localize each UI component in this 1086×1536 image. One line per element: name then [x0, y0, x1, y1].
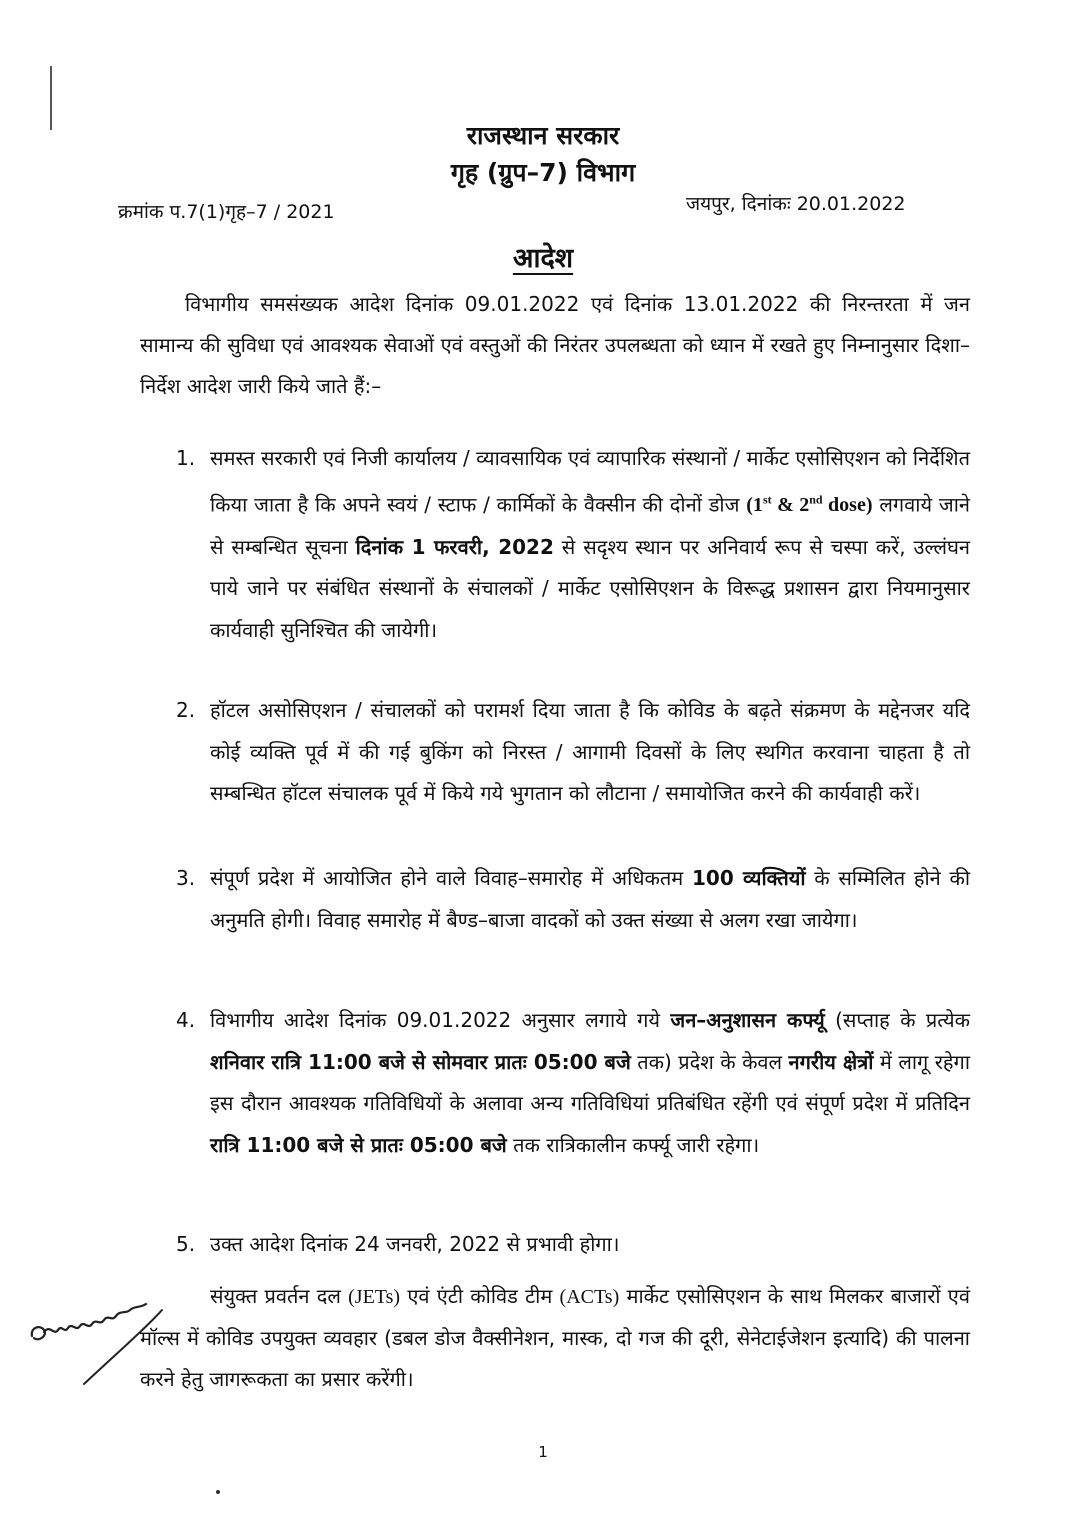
list-item	[178, 1000, 970, 1166]
header-government: राजस्थान सरकार	[466, 121, 620, 150]
place-date: जयपुर, दिनांकः 20.01.2022	[686, 193, 906, 215]
bold-count: 100 व्यक्तियों	[691, 866, 806, 890]
item-number: 1.	[176, 446, 196, 470]
jets-abbr: (JETs)	[348, 1286, 401, 1308]
list-item	[178, 858, 970, 941]
bold-weekend-time: शनिवार रात्रि 11:00 बजे से सोमवार प्रातः 05:00 बजे	[210, 1049, 631, 1074]
list-item	[178, 690, 970, 815]
order-title	[0, 238, 1086, 275]
list-item	[178, 1224, 970, 1266]
bold-urban-areas: नगरीय क्षेत्रों	[788, 1049, 874, 1074]
item-number: 5.	[176, 1232, 196, 1256]
bold-night-time: रात्रि 11:00 बजे से प्रातः 05:00 बजे	[210, 1132, 507, 1157]
order-title-text: आदेश	[512, 243, 574, 274]
bold-curfew: जन–अनुशासन कर्फ्यू	[670, 1008, 825, 1032]
intro-paragraph: विभागीय समसंख्यक आदेश दिनांक 09.01.2022 एवं दिनांक 13.01.2022 की निरन्तरता में जन सामान्य की सुविधा एवं आवश्यक सेवाओं एवं वस्तुओं की निरंतर उपलब्धता को ध्यान में रखते हुए निम्नानुसार दिशा–निर्देश आदेश जारी किये जाते हैं:–	[140, 292, 970, 398]
acts-abbr: (ACTs)	[559, 1286, 620, 1308]
scan-speck	[216, 1490, 220, 1494]
page-number: 1	[538, 1443, 548, 1461]
item-number: 2.	[176, 698, 196, 722]
bold-date: दिनांक 1 फरवरी, 2022	[355, 534, 554, 559]
list-item	[178, 438, 970, 651]
handwritten-initials	[26, 1284, 186, 1394]
header-department: गृह (ग्रुप–7) विभाग	[450, 158, 636, 187]
closing-paragraph: संयुक्त प्रवर्तन दल (JETs) एवं एंटी कोविड टीम (ACTs) मार्केट एसोसिएशन के साथ मिलकर बाजारों एवं मॉल्स में कोविड उपयुक्त व्यवहार (डबल डोज वैक्सीनेशन, मास्क, दो गज की दूरी, सेनेटाईजेशन इत्यादि) की पालना करने हेतु जागरूकता का प्रसार करेंगी।	[140, 1284, 970, 1391]
item-text: विभागीय आदेश दिनांक 09.01.2022 अनुसार लगाये गये जन–अनुशासन कर्फ्यू (सप्ताह के प्रत्येक शनिवार रात्रि 11:00 बजे से सोमवार प्रातः 05:00 बजे तक) प्रदेश के केवल नगरीय क्षेत्रों में लागू रहेगा इस दौरान आवश्यक गतिविधियों के अलावा अन्य गतिविधियां प्रतिबंधित रहेंगी एवं संपूर्ण प्रदेश में प्रतिदिन रात्रि 11:00 बजे से प्रातः 05:00 बजे तक रात्रिकालीन कर्फ्यू जारी रहेगा।	[210, 1008, 970, 1157]
item-number: 3.	[176, 866, 196, 890]
reference-number: क्रमांक प.7(1)गृह–7 / 2021	[118, 201, 335, 223]
item-text: संपूर्ण प्रदेश में आयोजित होने वाले विवाह–समारोह में अधिकतम 100 व्यक्तियों के सम्मिलित होने की अनुमति होगी। विवाह समारोह में बैण्ड–बाजा वादकों को उक्त संख्या से अलग रखा जायेगा।	[210, 866, 970, 932]
dose-text: (1st & 2nd dose)	[746, 492, 873, 517]
item-text: समस्त सरकारी एवं निजी कार्यालय / व्यावसायिक एवं व्यापारिक संस्थानों / मार्केट एसोसिएशन को निर्देशित किया जाता है कि अपने स्वयं / स्टाफ / कार्मिकों के वैक्सीन की दोनों डोज (1st & 2nd dose) लगवाये जाने से सम्बन्धित सूचना दिनांक 1 फरवरी, 2022 से सदृश्य स्थान पर अनिवार्य रूप से चस्पा करें, उल्लंघन पाये जाने पर संबंधित संस्थानों के संचालकों / मार्केट एसोसिएशन के विरूद्ध प्रशासन द्वारा नियमानुसार कार्यवाही सुनिश्चित की जायेगी।	[210, 446, 971, 642]
item-number: 4.	[176, 1008, 196, 1032]
item-text: हॉटल असोसिएशन / संचालकों को परामर्श दिया जाता है कि कोविड के बढ़ते संक्रमण के मद्देनजर यदि कोई व्यक्ति पूर्व में की गई बुकिंग को निरस्त / आगामी दिवसों के लिए स्थगित करवाना चाहता है तो सम्बन्धित हॉटल संचालक पूर्व में किये गये भुगतान को लौटाना / समायोजित करने की कार्यवाही करें।	[210, 698, 970, 805]
item-text: उक्त आदेश दिनांक 24 जनवरी, 2022 से प्रभावी होगा।	[210, 1232, 620, 1256]
